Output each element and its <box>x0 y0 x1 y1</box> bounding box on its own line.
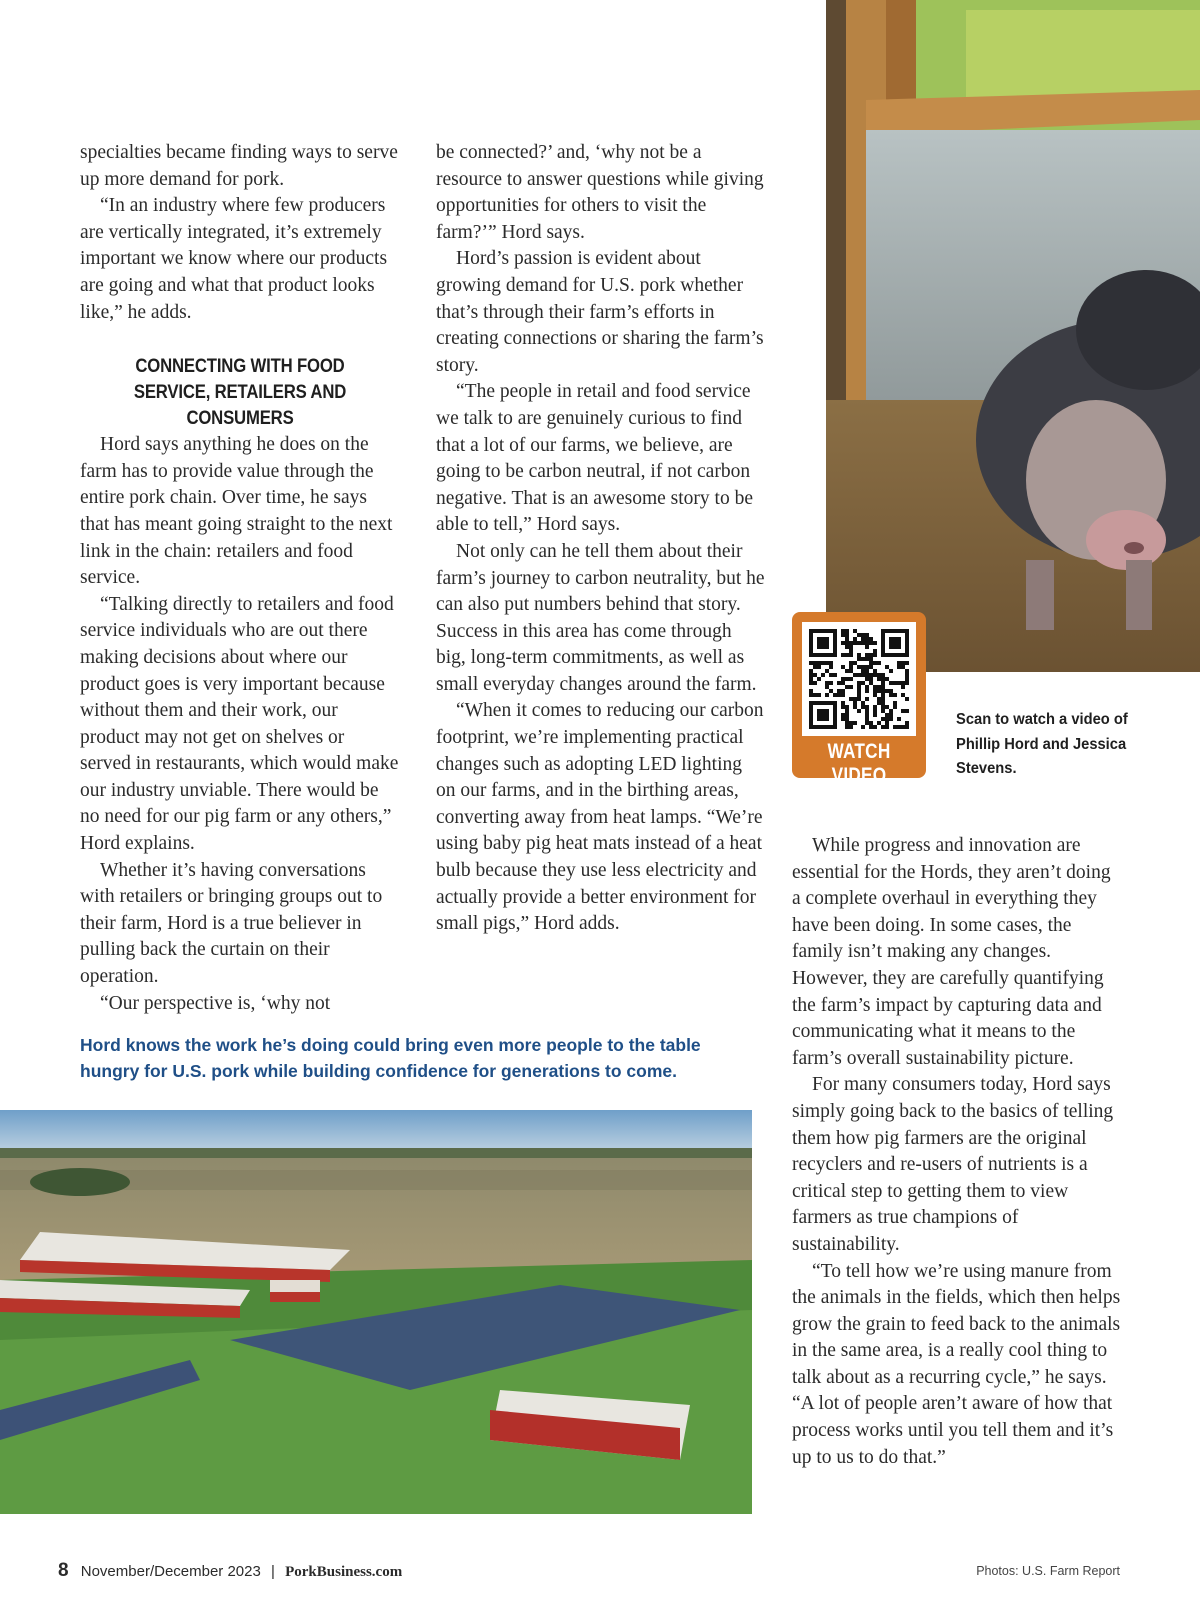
farm-illustration <box>0 1110 752 1514</box>
paragraph: Not only can he tell them about their farm’s journey to carbon neutrality, but he can also put numbers behind that story. Success in this area has come through big, long-term commitments, as well as small everyday changes around the farm. <box>436 540 765 695</box>
qr-code[interactable] <box>802 622 916 736</box>
paragraph: Hord’s passion is evident about growing demand for U.S. pork whether that’s through their farm’s efforts in creating connections or sharing the farm’s story. <box>436 248 764 376</box>
article-column-1 <box>80 140 400 1017</box>
paragraph: For many consumers today, Hord says simply going back to the basics of telling them how pig farmers are the original recyclers and re-users of nutrients is a critical step to getting them to view farmers as true champions of sustainability. <box>792 1074 1114 1255</box>
watch-video-label: WATCH VIDEO <box>827 740 891 787</box>
section-subhead: CONNECTING WITH FOOD SERVICE, RETAILERS AND CONSUMERS <box>133 356 347 430</box>
issue-date: November/December 2023 <box>80 1563 261 1580</box>
paragraph: “Talking directly to retailers and food service individuals who are out there making decisions about where our product goes is very important because without them and their work, our product may not get on shelves or served in restaurants, which would make our industry unviable. There would be no need for our pig farm or any others,” Hord explains. <box>80 593 399 855</box>
qr-caption: Scan to watch a video of Phillip Hord and Jessica Stevens. <box>956 711 1128 777</box>
pig-illustration <box>826 0 1200 672</box>
pig-photo <box>826 0 1200 672</box>
page-footer <box>58 1560 402 1584</box>
paragraph: Whether it’s having conversations with retailers or bringing groups out to their farm, Hord is a true believer in pulling back the curtain on their operation. <box>80 859 383 988</box>
farm-aerial-photo <box>0 1110 752 1514</box>
paragraph: “The people in retail and food service we talk to are genuinely curious to find that a lot of our farms, we believe, are going to be carbon neutral, if not carbon negative. That is an awesome story to be able to tell,” Hord says. <box>436 381 753 536</box>
photo-credit: Photos: U.S. Farm Report <box>976 1564 1120 1578</box>
watch-video-qr-button[interactable] <box>792 612 926 787</box>
paragraph: be connected?’ and, ‘why not be a resource to answer questions while giving opportunities for others to visit the farm?’” Hord says. <box>436 142 764 243</box>
paragraph: specialties became finding ways to serve up more demand for pork. <box>80 142 398 190</box>
page-number: 8 <box>58 1560 69 1581</box>
paragraph: Hord says anything he does on the farm has to provide value through the entire pork chain. Over time, he says that has meant going straight to the next link in the chain: retailers and food service. <box>80 434 393 589</box>
pull-quote: Hord knows the work he’s doing could bring even more people to the table hungry for U.S. pork while building confidence for generations to come. <box>80 1035 701 1081</box>
paragraph: “Our perspective is, ‘why not <box>100 992 331 1014</box>
article-column-3 <box>792 833 1122 1471</box>
article-column-2 <box>436 140 766 938</box>
paragraph: “In an industry where few producers are vertically integrated, it’s extremely important we know where our products are going and what that product looks like,” he adds. <box>80 195 388 323</box>
paragraph: While progress and innovation are essential for the Hords, they aren’t doing a complete overhaul in everything they have been doing. In some cases, the family isn’t making any changes. However, they are carefully quantifying the farm’s impact by capturing data and communicating what it means to the farm’s overall sustainability picture. <box>792 835 1111 1069</box>
footer-separator: | <box>271 1563 275 1580</box>
paragraph: “When it comes to reducing our carbon footprint, we’re implementing practical changes such as adopting LED lighting on our farms, and in the birthing areas, converting away from heat lamps. “We’re using baby pig heat mats instead of a heat bulb because they use less electricity and actually provide a better environment for small pigs,” Hord adds. <box>436 700 764 935</box>
qr-code-icon <box>802 622 916 736</box>
site-name: PorkBusiness.com <box>285 1564 403 1580</box>
paragraph: “To tell how we’re using manure from the animals in the fields, which then helps grow the grain to feed back to the animals in the same area, is a really cool thing to talk about as a recurring cycle,” he says. “A lot of people aren’t aware of how that process works until you tell them and it’s up to us to do that.” <box>792 1260 1121 1468</box>
